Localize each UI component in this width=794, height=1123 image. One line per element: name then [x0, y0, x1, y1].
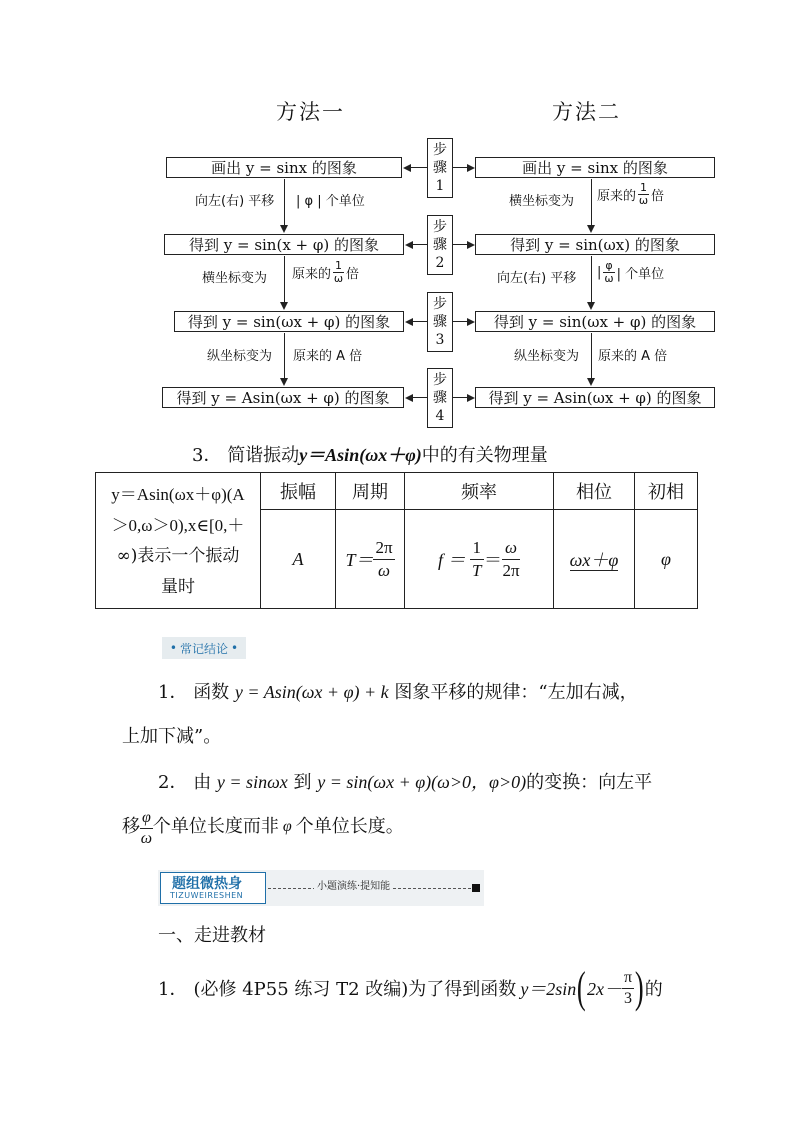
fraction-denominator: ω [604, 272, 614, 285]
right-box-3: 得到 y = sin(ωx + φ) 的图象 [475, 311, 715, 332]
exercise-inner-expression: 2x－ [586, 979, 622, 999]
step-number: 2 [435, 255, 445, 271]
step-number: 1 [435, 178, 445, 194]
desc-line: ∞)表示一个振动 [116, 545, 240, 566]
fraction-denominator: ω [638, 194, 649, 207]
phi-over-omega-fraction [140, 808, 153, 849]
frequency-denominator-2: 2π [502, 560, 520, 580]
header-amplitude: 振幅 [261, 473, 336, 510]
frequency-numerator-2: ω [502, 537, 520, 560]
left-transition-3-post: 原来的 A 倍 [293, 349, 363, 364]
left-transition-3-pre: 纵坐标变为 [207, 349, 273, 364]
banner-end-square [472, 884, 480, 892]
period-value [336, 510, 405, 609]
desc-line: ＞0,ω＞0),x∈[0,＋ [111, 515, 245, 535]
right-paren: ) [634, 963, 644, 1012]
left-paren: ( [577, 963, 587, 1012]
initial-phase-symbol: φ [661, 548, 671, 569]
left-box-4: 得到 y = Asin(ωx + φ) 的图象 [162, 387, 404, 408]
header-frequency: 频率 [405, 473, 554, 510]
tag-dot: • [231, 641, 239, 655]
pi-over-three-fraction [622, 968, 634, 1009]
step-box-4 [427, 368, 453, 428]
conclusion-text: 函数 [193, 682, 230, 703]
fraction-denominator: 3 [624, 989, 632, 1007]
initial-phase-value [635, 510, 698, 609]
right-box-2: 得到 y = sin(ωx) 的图象 [475, 234, 715, 255]
right-box-4: 得到 y = Asin(ωx + φ) 的图象 [475, 387, 715, 408]
step-number: 3 [435, 332, 445, 348]
conclusion-text: 的变换：向左平 [526, 772, 653, 793]
fraction-numerator: 1 [640, 181, 648, 194]
section-number: 3． [192, 445, 222, 466]
step-char: 步 [433, 296, 447, 312]
step-char: 步 [433, 142, 447, 158]
step-box-2 [427, 215, 453, 275]
left-transition-2-mid: 原来的 [292, 267, 332, 282]
conclusion-formula: y = sin(ωx + φ)(ω>0，φ>0) [317, 772, 527, 792]
left-box-1: 画出 y = sinx 的图象 [166, 157, 402, 178]
right-transition-1-post [597, 182, 664, 207]
right-transition-1-suffix: 倍 [651, 189, 665, 204]
right-transition-3-pre: 纵坐标变为 [514, 349, 580, 364]
phi-symbol: φ [282, 818, 292, 835]
conclusion-text: 到 [293, 772, 312, 793]
one-over-omega-fraction [333, 260, 344, 285]
fraction-numerator: π [622, 968, 634, 989]
step-number: 4 [435, 408, 445, 424]
physics-quantities-table [95, 472, 698, 609]
amplitude-symbol: A [292, 548, 304, 569]
table-description-cell [96, 473, 261, 609]
conclusion-text: 移 [122, 816, 140, 837]
period-denominator: ω [377, 560, 390, 580]
step-char: 骤 [433, 237, 447, 253]
left-transition-1-post: | φ | 个单位 [296, 194, 365, 209]
conclusion-number: 1． [158, 682, 188, 703]
right-transition-2-pre: 向左(右) 平移 [497, 271, 577, 286]
tag-dot: • [169, 641, 177, 655]
exercise-text: 的 [644, 979, 663, 1000]
abs-bar: | [597, 265, 602, 280]
section-3-heading [192, 441, 548, 467]
step-box-3 [427, 292, 453, 352]
right-transition-2-suffix: | 个单位 [616, 267, 665, 282]
conclusion-1-line-2: 上加下减”。 [122, 726, 222, 747]
desc-line: 量时 [161, 576, 195, 597]
exercise-formula: y＝2sin [520, 979, 577, 999]
step-box-1 [427, 138, 453, 198]
method-two-title: 方法二 [552, 100, 621, 124]
right-transition-2-post [597, 260, 664, 285]
banner-subtitle: 小题演练·提知能 [314, 877, 393, 892]
phase-expression: ωx＋φ [569, 550, 619, 570]
conclusion-formula: y = sinωx [216, 772, 288, 792]
banner-title: 题组微热身 [172, 876, 242, 892]
period-lhs: T＝ [345, 550, 374, 570]
left-transition-1-pre: 向左(右) 平移 [195, 194, 275, 209]
phase-value [554, 510, 635, 609]
step-char: 步 [433, 219, 447, 235]
section-one-heading: 一、走进教材 [158, 925, 266, 946]
frequency-lhs: f ＝ [437, 550, 466, 570]
banner-pinyin: TIZUWEIRESHEN [170, 891, 244, 900]
conclusion-2-line-2 [122, 809, 404, 849]
frequency-denominator-1: T [472, 560, 482, 580]
conclusion-text: 个单位长度。 [295, 816, 404, 837]
fraction-numerator: φ [605, 259, 613, 272]
amplitude-value [261, 510, 336, 609]
left-box-2: 得到 y = sin(x + φ) 的图象 [164, 234, 404, 255]
one-over-omega-fraction [638, 182, 649, 207]
exercise-text: (必修 4P55 练习 T2 改编)为了得到函数 [193, 979, 517, 1000]
section-banner [158, 870, 484, 906]
method-one-title: 方法一 [276, 100, 345, 124]
section-title-pre: 简谐振动 [227, 445, 300, 466]
left-transition-2-post [292, 260, 359, 285]
header-period: 周期 [336, 473, 405, 510]
conclusion-text: 个单位长度而非 [152, 816, 279, 837]
right-transition-1-mid: 原来的 [597, 189, 637, 204]
conclusion-text: 图象平移的规律：“左加右减， [394, 682, 638, 703]
step-char: 步 [433, 372, 447, 388]
desc-line: y＝Asin(ωx＋φ)(A [111, 484, 245, 504]
right-transition-3-post: 原来的 A 倍 [598, 349, 668, 364]
left-transition-2-pre: 横坐标变为 [202, 271, 268, 286]
conclusion-formula: y = Asin(ωx + φ) + k [234, 682, 389, 702]
conclusion-1-line-1 [158, 678, 638, 704]
fraction-denominator: ω [140, 830, 153, 847]
conclusion-number: 2． [158, 772, 188, 793]
fraction-denominator: ω [333, 272, 344, 285]
header-initial-phase: 初相 [635, 473, 698, 510]
step-char: 骤 [433, 160, 447, 176]
fraction-numerator: 1 [335, 259, 343, 272]
frequency-value [405, 510, 554, 609]
section-title-post: 中的有关物理量 [421, 445, 548, 466]
right-box-1: 画出 y = sinx 的图象 [475, 157, 715, 178]
period-numerator: 2π [373, 537, 394, 560]
fraction-numerator: φ [140, 808, 153, 829]
conclusion-tag [162, 637, 246, 659]
conclusion-text: 由 [193, 772, 212, 793]
phi-over-omega-fraction [603, 260, 614, 285]
frequency-equals: ＝ [484, 550, 502, 570]
right-transition-1-pre: 横坐标变为 [509, 194, 575, 209]
left-transition-2-suffix: 倍 [346, 267, 360, 282]
exercise-number: 1． [158, 979, 188, 1000]
step-char: 骤 [433, 314, 447, 330]
left-box-3: 得到 y = sin(ωx + φ) 的图象 [174, 311, 404, 332]
step-char: 骤 [433, 390, 447, 406]
section-title-formula: y＝Asin(ωx＋φ) [299, 445, 422, 465]
conclusion-2-line-1 [158, 768, 652, 794]
header-phase: 相位 [554, 473, 635, 510]
tag-label: 常记结论 [179, 641, 228, 656]
frequency-numerator-1: 1 [470, 537, 485, 560]
exercise-1-line [158, 963, 663, 1012]
